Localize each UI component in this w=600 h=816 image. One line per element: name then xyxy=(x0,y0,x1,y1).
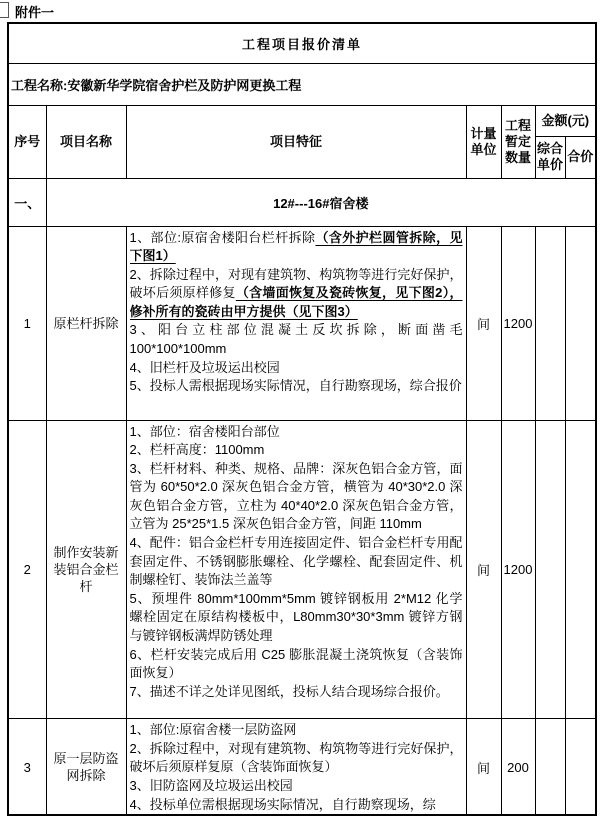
feature-list: 1、部位:原宿舍楼一层防盗网 2、拆除过程中，对现有建筑物、构筑物等进行完好保护，破坏后须原样复原（含装饰面恢复） 3、旧防盗网及垃圾运出校园 4、投标单位需根据现场实际情况，自行勘察现场，综 xyxy=(129,722,463,812)
row-qty: 1200 xyxy=(501,420,535,718)
col-header-seq: 序号 xyxy=(8,105,46,178)
table-title-row xyxy=(8,23,596,63)
row-item-name: 制作安装新装铝合金栏杆 xyxy=(46,420,126,718)
table-row xyxy=(8,420,596,718)
col-header-item-name: 项目名称 xyxy=(46,105,126,178)
row-item-features xyxy=(126,718,466,816)
row-unit-price xyxy=(535,718,565,816)
row-total-price xyxy=(565,226,596,420)
quotation-table xyxy=(7,22,597,816)
row-unit-price xyxy=(535,420,565,718)
row-unit-price xyxy=(535,226,565,420)
outline-collapse-marker[interactable] xyxy=(0,2,9,18)
row-unit: 间 xyxy=(466,226,501,420)
row-unit: 间 xyxy=(466,718,501,816)
header-row xyxy=(8,105,596,136)
col-header-qty: 工程暂定数量 xyxy=(501,105,535,178)
feature-list: 1、部位:原宿舍楼阳台栏杆拆除（含外护栏圆管拆除，见下图1） 2、拆除过程中，对现有建筑物、构筑物等进行完好保护，破坏后须原样修复（含墙面恢复及瓷砖恢复，见下图2），修补所有的瓷砖由甲方提供（见下图3） 3、阳台立柱部位混凝土反坎拆除，断面凿毛100*100*100mm 4、旧栏杆及垃圾运出校园 5、投标人需根据现场实际情况，自行勘察现场，综合报价 xyxy=(129,229,463,394)
col-header-unit: 计量单位 xyxy=(466,105,501,178)
page-title: 工程项目报价清单 xyxy=(8,23,596,63)
col-header-total-price: 合价 xyxy=(565,136,596,178)
col-header-unit-price: 综合单价 xyxy=(535,136,565,178)
project-name-row xyxy=(8,63,596,105)
row-total-price xyxy=(565,718,596,816)
row-item-name: 原栏杆拆除 xyxy=(46,226,126,420)
row-item-features xyxy=(126,420,466,718)
row-item-name: 原一层防盗网拆除 xyxy=(46,718,126,816)
row-item-features xyxy=(126,226,466,420)
col-header-amount-group: 金额(元) xyxy=(535,105,596,136)
row-unit: 间 xyxy=(466,420,501,718)
col-header-item-features: 项目特征 xyxy=(126,105,466,178)
attachment-label: 附件一 xyxy=(15,5,55,20)
row-seq: 2 xyxy=(8,420,46,718)
row-qty: 1200 xyxy=(501,226,535,420)
project-name: 工程名称:安徽新华学院宿舍护栏及防护网更换工程 xyxy=(8,63,596,105)
feature-list: 1、部位：宿舍楼阳台部位 2、栏杆高度：1100mm 3、栏杆材料、种类、规格、品牌：深灰色铝合金方管，面管为 60*50*2.0 深灰色铝合金方管，横管为 40*30*2.0 深灰色铝合金方管，立柱为 40*40*2.0 深灰色铝合金方管，立管为 25*25*1.5 深灰色铝合金方管，间距 110mm 4、配件：铝合金栏杆专用连接固定件、铝合金栏杆专用配套固定件、不锈钢膨胀螺栓、化学螺栓、配套固定件、机制螺栓钉、装饰法兰盖等 5、预埋件 80mm*100mm*5mm 镀锌钢板用 2*M12 化学螺栓固定在原结构楼板中，L80mm30*30*3mm 镀锌方钢与镀锌钢板满焊防锈处理 6、栏杆安装完成后用 C25 膨胀混凝土浇筑恢复（含装饰面恢复） 7、描述不详之处详见图纸，投标人结合现场综合报价。 xyxy=(129,423,463,699)
table-row xyxy=(8,718,596,816)
section-title: 12#---16#宿舍楼 xyxy=(46,178,596,226)
row-seq: 1 xyxy=(8,226,46,420)
row-qty: 200 xyxy=(501,718,535,816)
table-row xyxy=(8,226,596,420)
section-row xyxy=(8,178,596,226)
row-total-price xyxy=(565,420,596,718)
section-seq: 一、 xyxy=(8,178,46,226)
row-seq: 3 xyxy=(8,718,46,816)
